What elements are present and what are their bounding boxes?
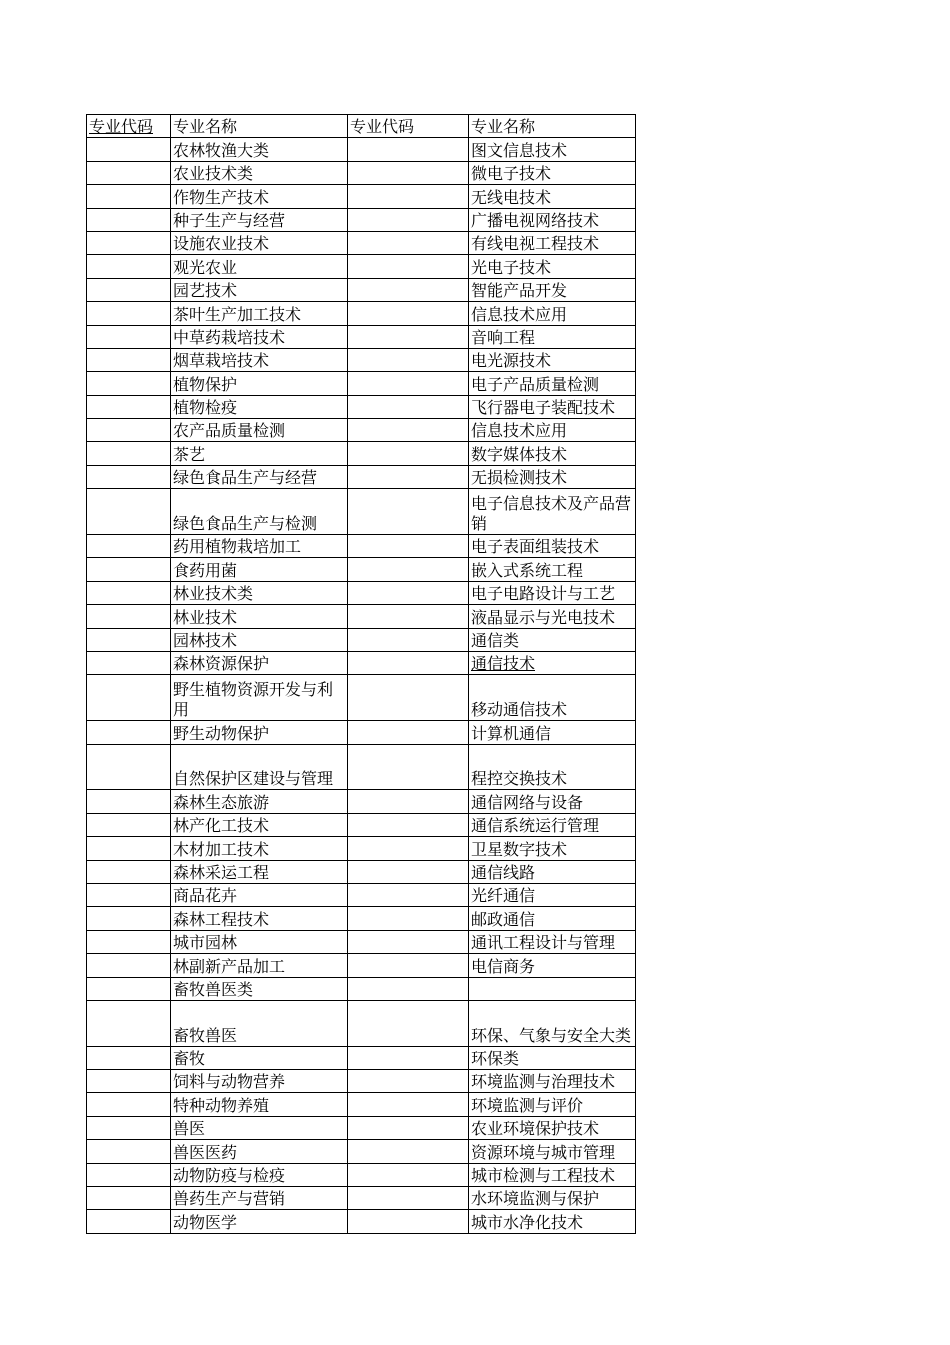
table-row (87, 860, 636, 883)
name-cell-left: 兽药生产与营销 (171, 1187, 348, 1210)
name-cell-right: 邮政通信 (469, 907, 636, 930)
code-cell-left (87, 348, 171, 371)
code-cell-left (87, 419, 171, 442)
name-cell-left: 烟草栽培技术 (171, 348, 348, 371)
code-cell-right (348, 744, 469, 790)
name-cell-right: 通讯工程设计与管理 (469, 930, 636, 953)
code-cell-left (87, 1000, 171, 1046)
table-row (87, 954, 636, 977)
table-row (87, 442, 636, 465)
name-cell-left: 林产化工技术 (171, 813, 348, 836)
code-cell-left (87, 185, 171, 208)
name-cell-right: 电子电路设计与工艺 (469, 581, 636, 604)
code-cell-right (348, 837, 469, 860)
code-cell-left (87, 1046, 171, 1069)
table-row (87, 1000, 636, 1046)
table-row (87, 395, 636, 418)
name-cell-right: 通信类 (469, 628, 636, 651)
name-cell-right: 城市检测与工程技术 (469, 1163, 636, 1186)
code-cell-right (348, 907, 469, 930)
name-cell-left: 园艺技术 (171, 278, 348, 301)
name-cell-left: 林业技术类 (171, 581, 348, 604)
name-cell-left: 商品花卉 (171, 883, 348, 906)
code-cell-right (348, 161, 469, 184)
name-cell-left: 中草药栽培技术 (171, 325, 348, 348)
code-cell-left (87, 1163, 171, 1186)
code-cell-left (87, 907, 171, 930)
code-cell-left (87, 675, 171, 721)
table-row (87, 465, 636, 488)
code-cell-right (348, 1093, 469, 1116)
name-cell-left: 设施农业技术 (171, 231, 348, 254)
table-row (87, 628, 636, 651)
table-row (87, 652, 636, 675)
code-cell-left (87, 1140, 171, 1163)
name-cell-right: 无线电技术 (469, 185, 636, 208)
code-cell-right (348, 138, 469, 161)
code-cell-right (348, 465, 469, 488)
table-row (87, 278, 636, 301)
code-cell-right (348, 605, 469, 628)
name-cell-left: 兽医 (171, 1116, 348, 1139)
table-row (87, 1093, 636, 1116)
code-cell-left (87, 255, 171, 278)
name-cell-right: 嵌入式系统工程 (469, 558, 636, 581)
code-cell-left (87, 721, 171, 744)
table-row (87, 255, 636, 278)
code-cell-left (87, 581, 171, 604)
name-cell-right: 资源环境与城市管理 (469, 1140, 636, 1163)
code-cell-right (348, 1000, 469, 1046)
name-cell-left: 农产品质量检测 (171, 419, 348, 442)
code-cell-left (87, 1210, 171, 1233)
name-cell-left: 林业技术 (171, 605, 348, 628)
code-cell-right (348, 535, 469, 558)
table-row (87, 1116, 636, 1139)
name-cell-right: 光纤通信 (469, 883, 636, 906)
table-row (87, 138, 636, 161)
name-cell-right: 信息技术应用 (469, 419, 636, 442)
code-cell-right (348, 1116, 469, 1139)
name-cell-right: 电子表面组装技术 (469, 535, 636, 558)
name-cell-right: 通信线路 (469, 860, 636, 883)
code-cell-left (87, 558, 171, 581)
code-cell-left (87, 1070, 171, 1093)
code-cell-right (348, 395, 469, 418)
code-cell-right (348, 813, 469, 836)
name-cell-left: 观光农业 (171, 255, 348, 278)
code-cell-right (348, 208, 469, 231)
code-cell-right (348, 325, 469, 348)
name-cell-right: 环境监测与评价 (469, 1093, 636, 1116)
table-row (87, 535, 636, 558)
code-cell-right (348, 652, 469, 675)
table-row (87, 790, 636, 813)
name-cell-right: 飞行器电子装配技术 (469, 395, 636, 418)
major-code-table (86, 114, 636, 1234)
code-cell-right (348, 278, 469, 301)
code-cell-left (87, 605, 171, 628)
name-cell-right: 智能产品开发 (469, 278, 636, 301)
code-cell-left (87, 535, 171, 558)
name-cell-left: 农业技术类 (171, 161, 348, 184)
table-body (87, 115, 636, 1234)
name-cell-right (469, 977, 636, 1000)
code-cell-right (348, 1046, 469, 1069)
code-cell-right (348, 558, 469, 581)
code-cell-right (348, 372, 469, 395)
name-cell-right: 环保、气象与安全大类 (469, 1000, 636, 1046)
table-row (87, 907, 636, 930)
code-cell-right (348, 302, 469, 325)
name-cell-right: 通信网络与设备 (469, 790, 636, 813)
header-code-1: 专业代码 (87, 115, 171, 138)
code-cell-left (87, 395, 171, 418)
code-cell-left (87, 161, 171, 184)
table-row (87, 1210, 636, 1233)
code-cell-right (348, 628, 469, 651)
code-cell-right (348, 1070, 469, 1093)
code-cell-right (348, 419, 469, 442)
table-row (87, 1140, 636, 1163)
table-row (87, 302, 636, 325)
name-cell-left: 森林采运工程 (171, 860, 348, 883)
code-cell-right (348, 255, 469, 278)
code-cell-right (348, 1210, 469, 1233)
code-cell-right (348, 348, 469, 371)
code-cell-left (87, 208, 171, 231)
code-cell-left (87, 837, 171, 860)
table-row (87, 1046, 636, 1069)
name-cell-left: 食药用菌 (171, 558, 348, 581)
code-cell-left (87, 278, 171, 301)
name-cell-left: 自然保护区建设与管理 (171, 744, 348, 790)
code-cell-right (348, 185, 469, 208)
code-cell-right (348, 977, 469, 1000)
name-cell-left: 种子生产与经营 (171, 208, 348, 231)
code-cell-right (348, 442, 469, 465)
code-cell-left (87, 231, 171, 254)
name-cell-right: 通信系统运行管理 (469, 813, 636, 836)
code-cell-right (348, 790, 469, 813)
table-row (87, 231, 636, 254)
table-row (87, 883, 636, 906)
name-cell-left: 兽医医药 (171, 1140, 348, 1163)
table-row (87, 605, 636, 628)
table-row (87, 1187, 636, 1210)
table-row (87, 208, 636, 231)
code-cell-right (348, 489, 469, 535)
code-cell-right (348, 1163, 469, 1186)
code-cell-left (87, 813, 171, 836)
name-cell-left: 森林生态旅游 (171, 790, 348, 813)
name-cell-right: 城市水净化技术 (469, 1210, 636, 1233)
code-cell-left (87, 628, 171, 651)
code-cell-right (348, 860, 469, 883)
table-row (87, 675, 636, 721)
name-cell-right: 环保类 (469, 1046, 636, 1069)
name-cell-left: 饲料与动物营养 (171, 1070, 348, 1093)
table-row (87, 348, 636, 371)
name-cell-right: 微电子技术 (469, 161, 636, 184)
table-row (87, 721, 636, 744)
name-cell-left: 森林工程技术 (171, 907, 348, 930)
name-cell-left: 动物防疫与检疫 (171, 1163, 348, 1186)
name-cell-left: 药用植物栽培加工 (171, 535, 348, 558)
code-cell-right (348, 930, 469, 953)
name-cell-right: 电子产品质量检测 (469, 372, 636, 395)
code-cell-right (348, 581, 469, 604)
table-row (87, 489, 636, 535)
code-cell-left (87, 489, 171, 535)
name-cell-right: 环境监测与治理技术 (469, 1070, 636, 1093)
code-cell-left (87, 744, 171, 790)
table-row (87, 977, 636, 1000)
name-cell-right: 信息技术应用 (469, 302, 636, 325)
name-cell-left: 森林资源保护 (171, 652, 348, 675)
name-cell-right: 音响工程 (469, 325, 636, 348)
table-row (87, 813, 636, 836)
code-cell-left (87, 954, 171, 977)
code-cell-right (348, 721, 469, 744)
code-cell-left (87, 465, 171, 488)
name-cell-right: 程控交换技术 (469, 744, 636, 790)
name-cell-right: 电信商务 (469, 954, 636, 977)
code-cell-left (87, 372, 171, 395)
table-row (87, 325, 636, 348)
name-cell-left: 茶叶生产加工技术 (171, 302, 348, 325)
code-cell-left (87, 1187, 171, 1210)
name-cell-left: 作物生产技术 (171, 185, 348, 208)
code-cell-right (348, 675, 469, 721)
code-cell-left (87, 652, 171, 675)
table-row (87, 837, 636, 860)
name-cell-left: 畜牧兽医类 (171, 977, 348, 1000)
table-row (87, 372, 636, 395)
name-cell-right: 光电子技术 (469, 255, 636, 278)
name-cell-right: 电子信息技术及产品营销 (469, 489, 636, 535)
name-cell-left: 绿色食品生产与经营 (171, 465, 348, 488)
name-cell-left: 植物检疫 (171, 395, 348, 418)
name-cell-left: 特种动物养殖 (171, 1093, 348, 1116)
name-cell-right: 有线电视工程技术 (469, 231, 636, 254)
name-cell-left: 茶艺 (171, 442, 348, 465)
name-cell-left: 林副新产品加工 (171, 954, 348, 977)
code-cell-right (348, 231, 469, 254)
code-cell-left (87, 1116, 171, 1139)
name-cell-right: 移动通信技术 (469, 675, 636, 721)
code-cell-right (348, 1140, 469, 1163)
table-row (87, 419, 636, 442)
header-row (87, 115, 636, 138)
code-cell-right (348, 883, 469, 906)
name-cell-right: 广播电视网络技术 (469, 208, 636, 231)
name-cell-right: 通信技术 (469, 652, 636, 675)
name-cell-right: 农业环境保护技术 (469, 1116, 636, 1139)
name-cell-left: 畜牧 (171, 1046, 348, 1069)
table-row (87, 1163, 636, 1186)
name-cell-left: 园林技术 (171, 628, 348, 651)
header-name-2: 专业名称 (469, 115, 636, 138)
code-cell-left (87, 302, 171, 325)
name-cell-left: 野生动物保护 (171, 721, 348, 744)
code-cell-right (348, 1187, 469, 1210)
name-cell-right: 卫星数字技术 (469, 837, 636, 860)
name-cell-left: 动物医学 (171, 1210, 348, 1233)
name-cell-right: 无损检测技术 (469, 465, 636, 488)
table-row (87, 161, 636, 184)
code-cell-left (87, 883, 171, 906)
name-cell-left: 野生植物资源开发与利用 (171, 675, 348, 721)
code-cell-right (348, 954, 469, 977)
table-row (87, 1070, 636, 1093)
name-cell-right: 图文信息技术 (469, 138, 636, 161)
table-row (87, 558, 636, 581)
name-cell-left: 城市园林 (171, 930, 348, 953)
name-cell-left: 农林牧渔大类 (171, 138, 348, 161)
code-cell-left (87, 325, 171, 348)
name-cell-left: 畜牧兽医 (171, 1000, 348, 1046)
code-cell-left (87, 1093, 171, 1116)
table-row (87, 930, 636, 953)
table-row (87, 581, 636, 604)
name-cell-right: 电光源技术 (469, 348, 636, 371)
code-cell-left (87, 930, 171, 953)
code-cell-left (87, 442, 171, 465)
name-cell-right: 数字媒体技术 (469, 442, 636, 465)
table-row (87, 744, 636, 790)
name-cell-right: 液晶显示与光电技术 (469, 605, 636, 628)
name-cell-left: 绿色食品生产与检测 (171, 489, 348, 535)
code-cell-left (87, 790, 171, 813)
header-name-1: 专业名称 (171, 115, 348, 138)
code-cell-left (87, 138, 171, 161)
name-cell-left: 木材加工技术 (171, 837, 348, 860)
name-cell-left: 植物保护 (171, 372, 348, 395)
code-cell-left (87, 860, 171, 883)
header-code-2: 专业代码 (348, 115, 469, 138)
code-cell-left (87, 977, 171, 1000)
name-cell-right: 计算机通信 (469, 721, 636, 744)
name-cell-right: 水环境监测与保护 (469, 1187, 636, 1210)
table-row (87, 185, 636, 208)
